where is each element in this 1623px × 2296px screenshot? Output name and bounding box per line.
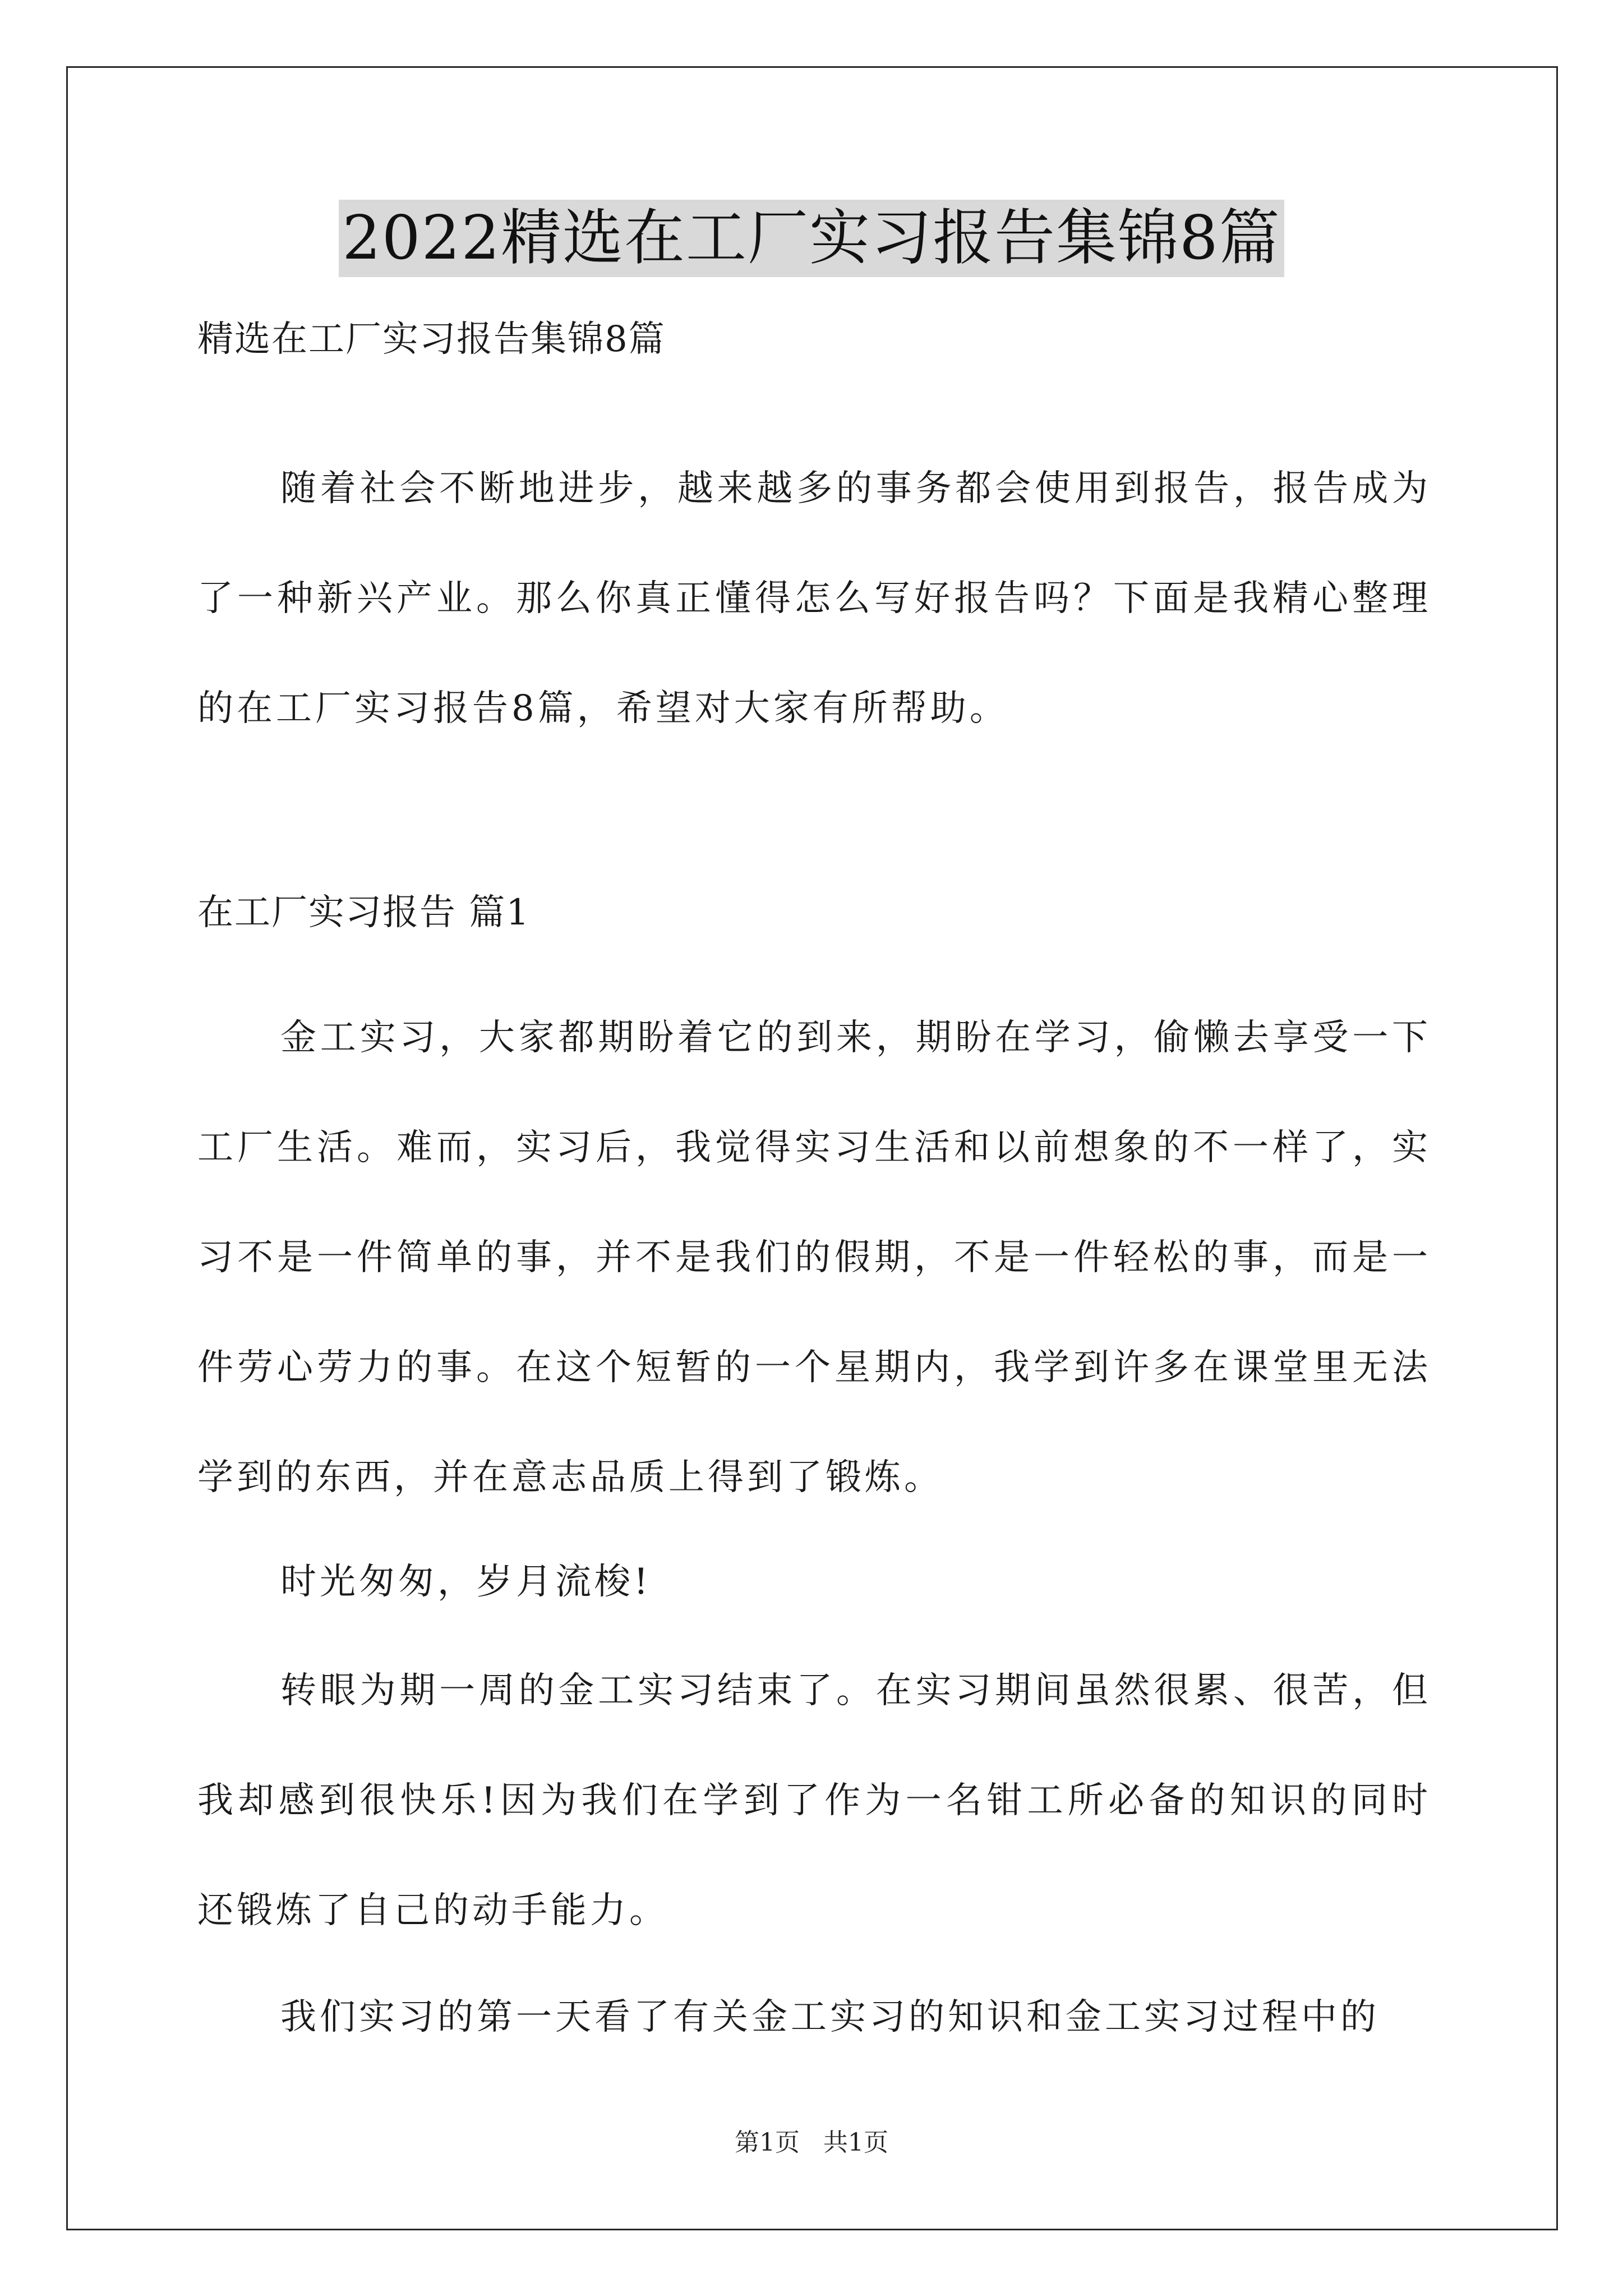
document-subtitle: 精选在工厂实习报告集锦8篇 [197, 319, 666, 360]
body-paragraph-4: 我们实习的第一天看了有关金工实习的知识和金工实习过程中的 [280, 1996, 1380, 2038]
page-number: 第1页 [735, 2128, 800, 2157]
title-container [0, 200, 1623, 277]
intro-paragraph: 随着社会不断地进步，越来越多的事务都会使用到报告，报告成为了一种新兴产业。那么你真正懂得怎么写好报告吗？下面是我精心整理的在工厂实习报告8篇，希望对大家有所帮助。 [197, 468, 1431, 729]
page-footer [0, 2126, 1623, 2160]
document-title: 2022精选在工厂实习报告集锦8篇 [339, 200, 1284, 277]
body-paragraph-1: 金工实习，大家都期盼着它的到来，期盼在学习，偷懒去享受一下工厂生活。难而，实习后，我觉得实习生活和以前想象的不一样了，实习不是一件简单的事，并不是我们的假期，不是一件轻松的事，而是一件劳心劳力的事。在这个短暂的一个星期内，我学到许多在课堂里无法学到的东西，并在意志品质上得到了锻炼。 [197, 1017, 1431, 1498]
section-heading: 在工厂实习报告 篇1 [197, 892, 531, 933]
page-total: 共1页 [823, 2128, 888, 2157]
body-paragraph-3: 转眼为期一周的金工实习结束了。在实习期间虽然很累、很苦，但我却感到很快乐!因为我们在学到了作为一名钳工所必备的知识的同时还锻炼了自己的动手能力。 [197, 1670, 1431, 1931]
body-paragraph-2: 时光匆匆，岁月流梭! [280, 1561, 652, 1603]
